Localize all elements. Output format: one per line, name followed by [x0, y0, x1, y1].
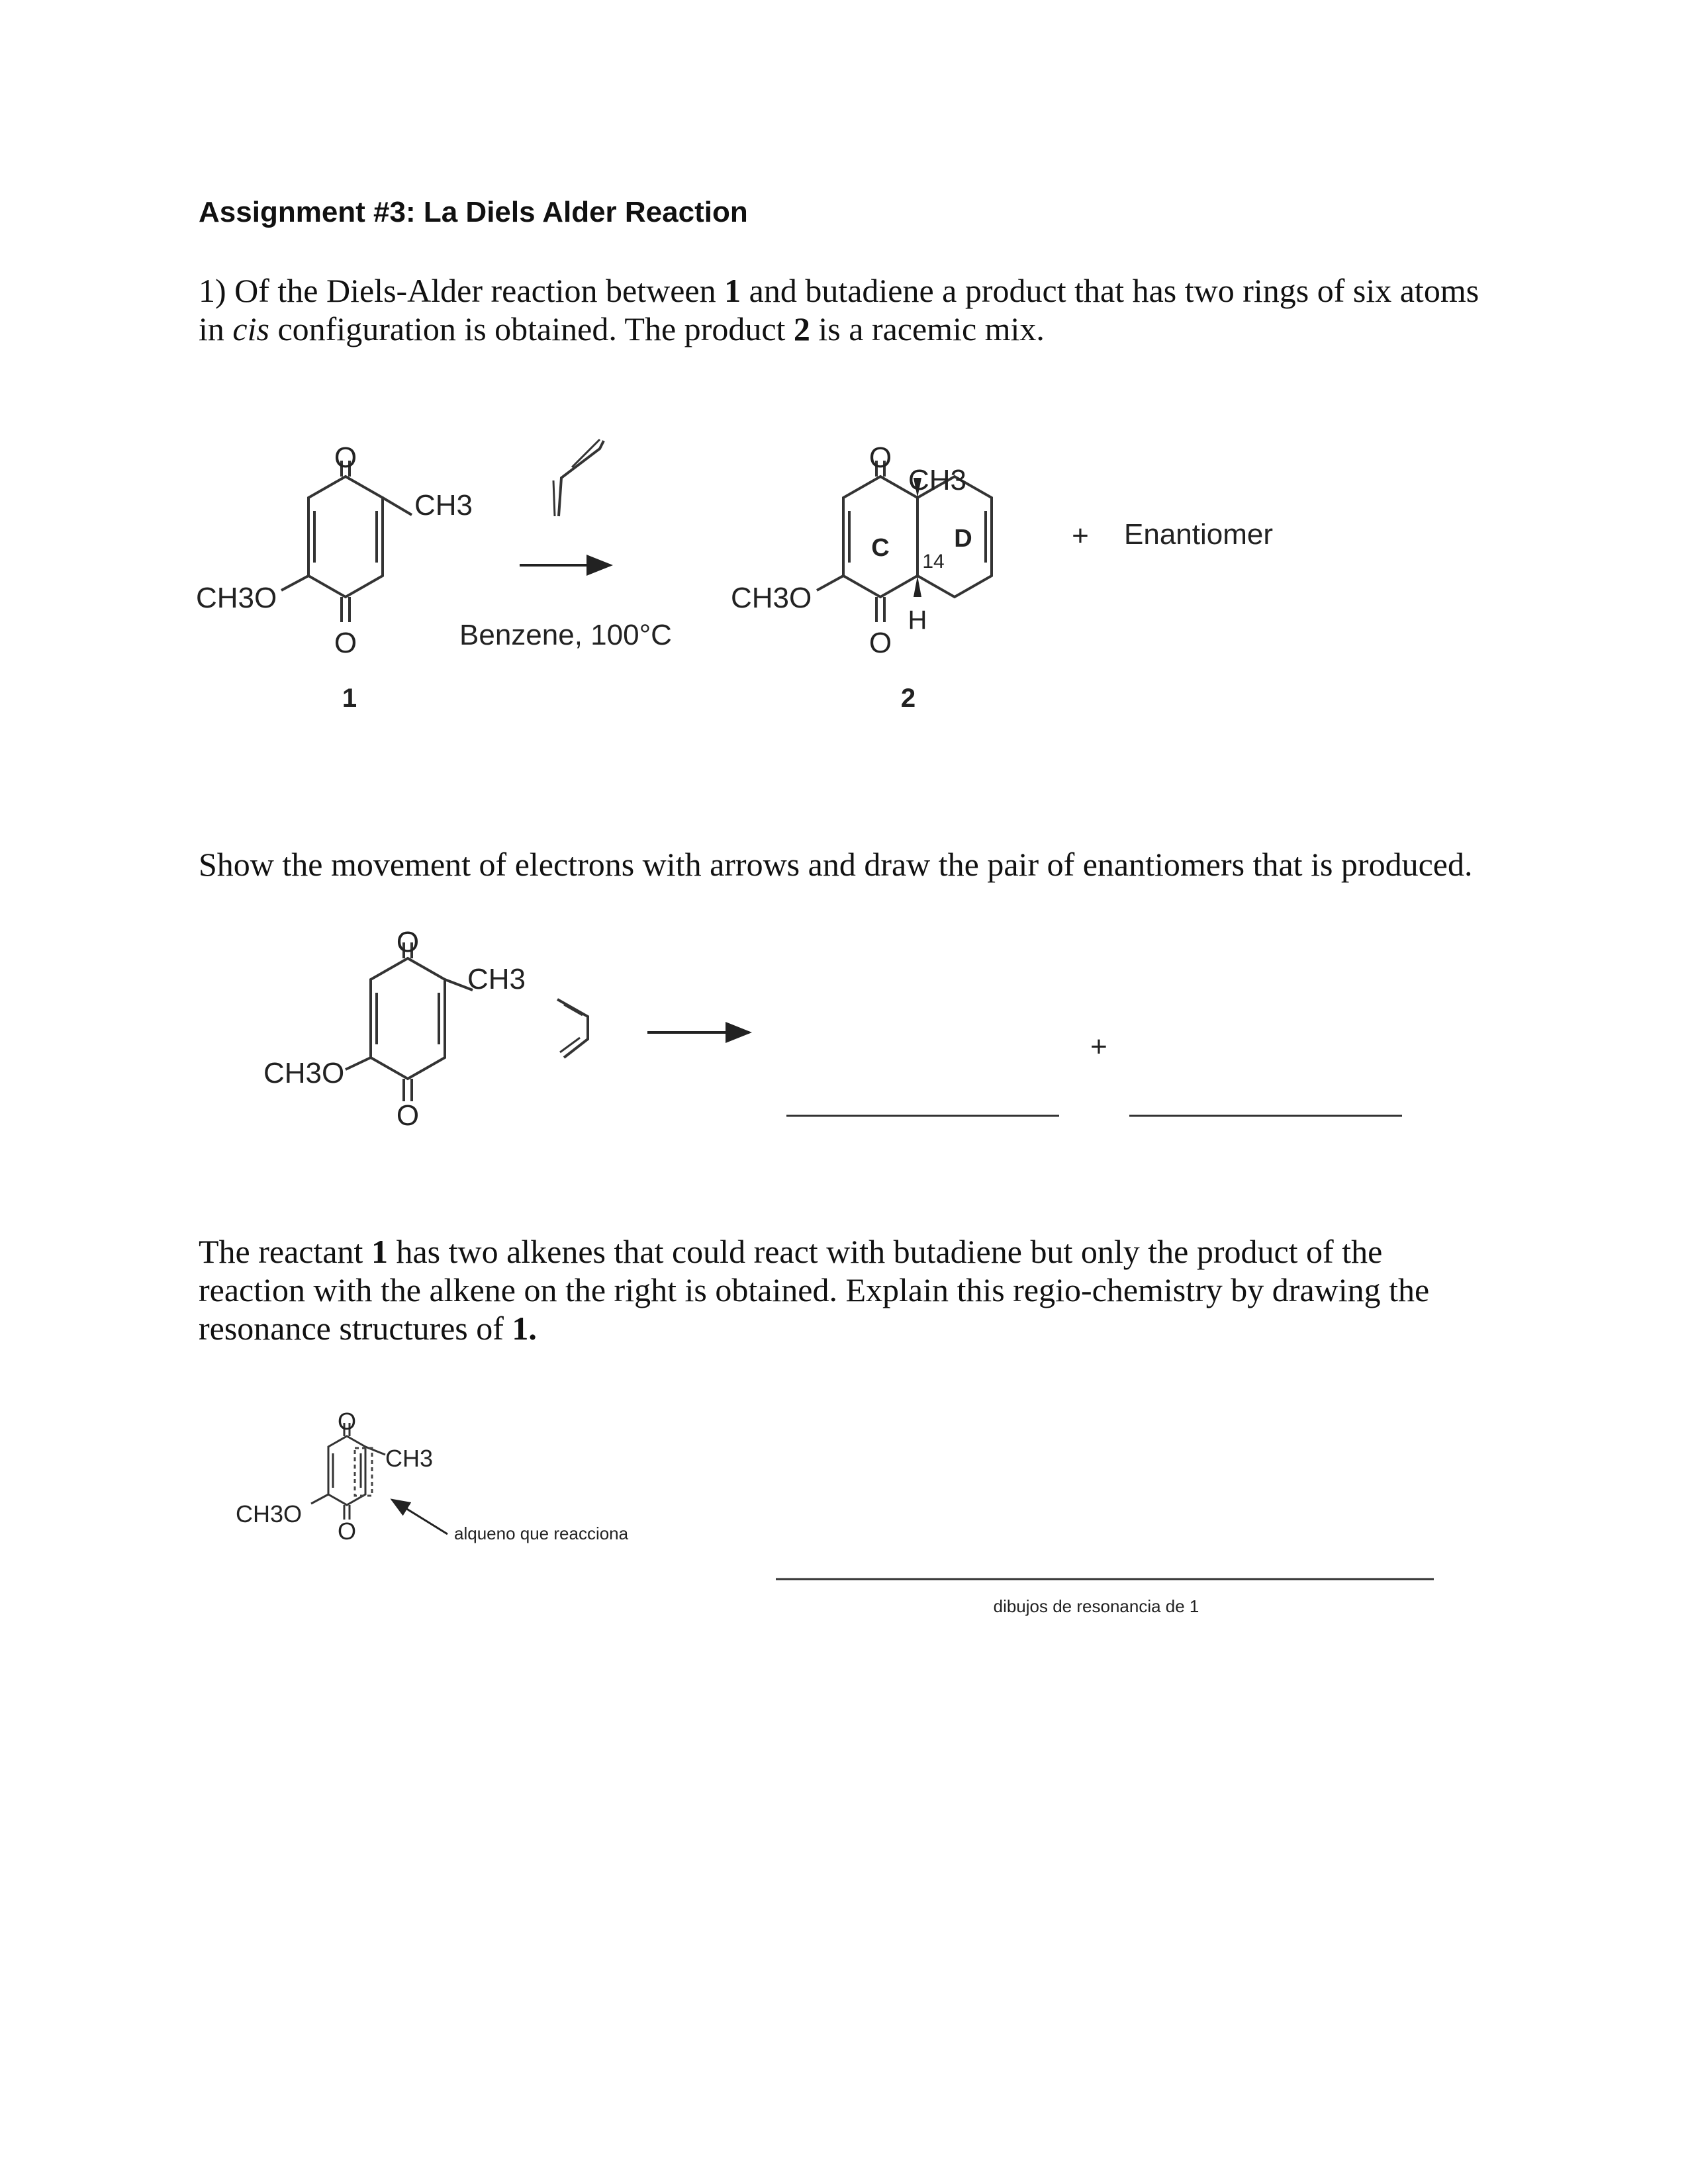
- reacting-alkene-pointer-arrow: [392, 1500, 447, 1534]
- question-3-line-1: The reactant 1 has two alkenes that could react with butadiene but only the product of the: [199, 1233, 1383, 1270]
- product-2-carbon-14-label: 14: [922, 551, 945, 572]
- reactant-1-number-label: 1: [342, 684, 357, 713]
- product-2-ring-d-label: D: [954, 525, 972, 553]
- butadiene-structure: [553, 439, 604, 516]
- scheme-2-reactant-structure: [346, 942, 473, 1101]
- product-2-carbonyl-oxygen-top: O: [868, 441, 892, 474]
- enantiomer-label: Enantiomer: [1124, 518, 1274, 551]
- reactant-1-carbonyl-oxygen-bottom: O: [334, 627, 357, 659]
- scheme-2-carbonyl-oxygen-bottom: O: [396, 1099, 420, 1132]
- scheme-1-plus-sign: +: [1072, 520, 1089, 552]
- reacting-alkene-highlight: [355, 1448, 372, 1496]
- question-3-line-3: resonance structures of 1.: [199, 1310, 537, 1347]
- scheme-3-methyl-label: CH3: [385, 1445, 434, 1472]
- instruction-2-text: Show the movement of electrons with arrows and draw the pair of enantiomers that is produced.: [199, 846, 1473, 883]
- reactant-1-carbonyl-oxygen-top: O: [334, 441, 357, 474]
- reactant-1-methoxy-label: CH3O: [196, 582, 277, 614]
- reactant-1-methyl-label: CH3: [414, 489, 473, 522]
- reactant-1-structure: [281, 461, 412, 622]
- page-title: Assignment #3: La Diels Alder Reaction: [199, 196, 748, 228]
- reacting-alkene-label: alqueno que reacciona: [454, 1524, 629, 1543]
- scheme-2-methyl-label: CH3: [467, 963, 526, 995]
- scheme-3-carbonyl-oxygen-top: O: [337, 1408, 357, 1435]
- scheme-3-carbonyl-oxygen-bottom: O: [337, 1518, 357, 1545]
- product-2-hydrogen-label: H: [908, 606, 927, 635]
- product-2-ring-c-label: C: [871, 534, 890, 562]
- product-2-number-label: 2: [900, 684, 916, 713]
- reaction-conditions-label: Benzene, 100°C: [459, 619, 672, 651]
- question-1-line-1: 1) Of the Diels-Alder reaction between 1 and butadiene a product that has two rings of six atoms: [199, 272, 1479, 309]
- resonance-drawings-label: dibujos de resonancia de 1: [993, 1596, 1199, 1616]
- product-2-hydrogen-wedge: [914, 576, 921, 597]
- scheme-2-plus-sign: +: [1090, 1030, 1107, 1063]
- product-2-carbonyl-oxygen-bottom: O: [868, 627, 892, 659]
- scheme-2-carbonyl-oxygen-top: O: [396, 926, 420, 958]
- question-1-line-2: in cis configuration is obtained. The product 2 is a racemic mix.: [199, 310, 1045, 347]
- scheme-3-methoxy-label: CH3O: [236, 1500, 303, 1527]
- product-2-methyl-label: CH3: [908, 464, 967, 496]
- question-3-line-2: reaction with the alkene on the right is obtained. Explain this regio-chemistry by drawing the: [199, 1271, 1430, 1308]
- scheme-3-reactant-structure: [311, 1423, 385, 1520]
- scheme-2-butadiene-structure: [557, 999, 588, 1058]
- scheme-2-methoxy-label: CH3O: [263, 1057, 345, 1089]
- product-2-methoxy-label: CH3O: [731, 582, 812, 614]
